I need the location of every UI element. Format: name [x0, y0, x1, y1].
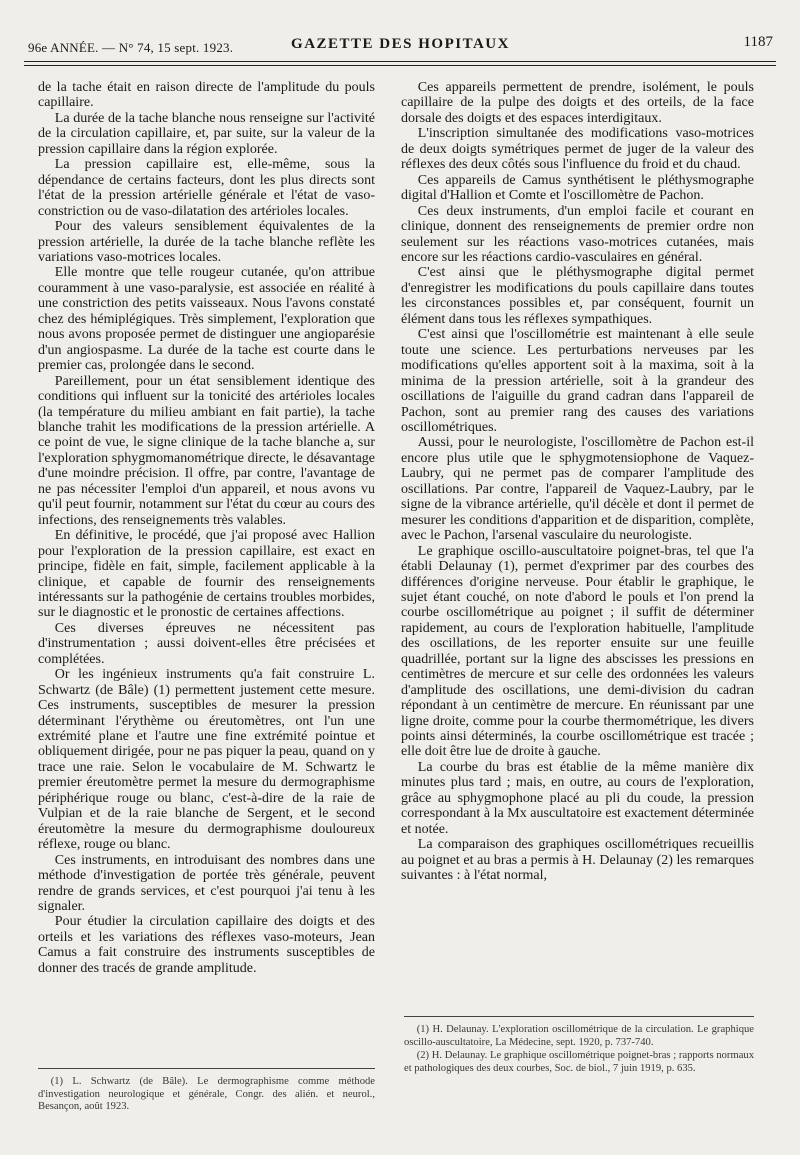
- paragraph: C'est ainsi que le pléthysmographe digital permet d'enregistrer les modifications du pouls capillaire dans toutes les circonstances possibles et, par conséquent, fournit un élément dans tous les réflexes sympathiques.: [401, 265, 754, 327]
- journal-title: GAZETTE DES HOPITAUX: [291, 36, 510, 52]
- paragraph: Ces diverses épreuves ne nécessitent pas d'instrumentation ; aussi doivent-elles être précisées et complétées.: [38, 620, 375, 667]
- paragraph: La pression capillaire est, elle-même, sous la dépendance de certains facteurs, dont les plus directs sont l'état de la pression artérielle générale et l'état de vaso-constriction ou de vaso-dilatation des artérioles locales.: [38, 157, 375, 219]
- paragraph: Elle montre que telle rougeur cutanée, qu'on attribue couramment à une vaso-paralysie, est associée en réalité à une constriction des petits vaisseaux. Nous l'avons constaté chez des hémiplégiques. Très simplement, l'exploration que nous avons proposée permet de distinguer une angioparésie d'un angiospasme. La durée de la tache est courte dans le premier cas, prolongée dans le second.: [38, 265, 375, 374]
- paragraph: Pour étudier la circulation capillaire des doigts et des orteils et les variations des réflexes vaso-moteurs, Jean Camus a fait construire des instruments susceptibles de donner des tracés de grande amplitude.: [38, 914, 375, 976]
- paragraph: Ces appareils de Camus synthétisent le pléthysmographe digital d'Hallion et Comte et l'oscillomètre de Pachon.: [401, 172, 754, 204]
- header-rule-thin: [24, 65, 776, 66]
- page-header: [28, 34, 773, 56]
- paragraph: La courbe du bras est établie de la même manière dix minutes plus tard ; mais, en outre, au cours de l'exploration, grâce au sphygmophone placé au pli du coude, la pression correspondant à la Mx auscultatoire est exactement déterminée et notée.: [401, 759, 754, 837]
- paragraph: L'inscription simultanée des modifications vaso-motrices de deux doigts symétriques permet de juger de la valeur des réflexes des deux côtés sous l'influence du froid et du chaud.: [401, 126, 754, 173]
- footnotes-left: [38, 1076, 375, 1115]
- footnote: (2) H. Delaunay. Le graphique oscillométrique poignet-bras ; rapports normaux et pathologiques des deux courbes, Soc. de biol., 7 juin 1919, p. 635.: [404, 1050, 754, 1074]
- footnotes-right: [404, 1024, 754, 1076]
- page-number: 1187: [743, 34, 773, 50]
- paragraph: La comparaison des graphiques oscillométriques recueillis au poignet et au bras a permis à H. Delaunay (2) les remarques suivantes : à l'état normal,: [401, 837, 754, 884]
- paragraph: Pareillement, pour un état sensiblement identique des conditions qui influent sur la tonicité des artérioles locales (la température du milieu ambiant en fait partie), la tache blanche trahit les modifications de la pression artérielle. A ce point de vue, le signe clinique de la tache blanche a, sur l'exploration sphygmomanométrique directe, le désavantage d'une moindre précision. Il offre, par contre, l'avantage de ne pas nécessiter l'emploi d'un appareil, et nous avons vu qu'il peut fournir, notamment sur l'état du cœur au cours des infections, des renseignements très valables.: [38, 373, 375, 528]
- paragraph: de la tache était en raison directe de l'amplitude du pouls capillaire.: [38, 80, 375, 111]
- paragraph: Ces deux instruments, d'un emploi facile et courant en clinique, donnent des renseignements de premier ordre non seulement sur les réactions vaso-motrices cutanées, mais encore sur les réactions cardio-vasculaires en général.: [401, 203, 754, 265]
- paragraph: C'est ainsi que l'oscillométrie est maintenant à elle seule toute une science. Les perturbations nerveuses par les modifications qu'elles apportent soit à la maxima, soit à la minima de la pression artérielle, soit à la grandeur des oscillations de l'aiguille du grand cadran dans l'appareil de Pachon, sont au premier rang des causes des variations oscillométriques.: [401, 327, 754, 435]
- paragraph: La durée de la tache blanche nous renseigne sur l'activité de la circulation capillaire, et, par suite, sur la valeur de la pression capillaire dans la région explorée.: [38, 110, 375, 157]
- right-column: [401, 80, 754, 1015]
- issue-line: 96e ANNÉE. — N° 74, 15 sept. 1923.: [28, 40, 234, 55]
- paragraph: Or les ingénieux instruments qu'a fait construire L. Schwartz (de Bâle) (1) permettent justement cette mesure. Ces instruments, susceptibles de mesurer la pression déterminant l'érythème ou éreutomètres, ont l'un une extrémité plane et l'autre une fine extrémité pointue et obliquement dirigée, pour ne pas piquer la peau, quand on y trace une raie. Selon le vocabulaire de M. Schwartz le premier éreutomètre permet la mesure du dermographisme périphérique rouge ou blanc, c'est-à-dire de la raie de Vulpian et de la raie blanche de Sergent, et le second éreutomètre la mesure du dermographisme douloureux réflexe, rouge ou blanc.: [38, 667, 375, 853]
- paragraph: En définitive, le procédé, que j'ai proposé avec Hallion pour l'exploration de la pression capillaire, est exact en principe, fidèle en fait, simple, facilement applicable à la clinique, et capable de fournir des renseignements intéressants sur la pathogénie de certains troubles morbides, sur le diagnostic et le pronostic de certaines affections.: [38, 528, 375, 621]
- footnote-rule-right: [404, 1016, 754, 1017]
- paragraph: Le graphique oscillo-auscultatoire poignet-bras, tel que l'a établi Delaunay (1), permet d'exprimer par des courbes des différences d'origine nerveuse. Pour établir le graphique, le sujet étant couché, on note d'abord le pouls et l'on prend la courbe oscillométrique au poignet ; il suffit de déterminer rapidement, au cours de l'exploration habituelle, l'amplitude des oscillations, de les reporter ensuite sur une feuille quadrillée, portant sur la ligne des abscisses les pressions en centimètres de mercure et sur celle des ordonnées les valeurs d'amplitude des oscillations, une demi-division du cadran répondant à un centimètre de mercure. En réunissant par une ligne droite, comme pour la courbe thermométrique, les divers points ainsi déterminés, la courbe oscillométrique est tracée ; elle doit être lue de droite à gauche.: [401, 543, 754, 760]
- footnote-rule-left: [38, 1068, 375, 1069]
- footnote: (1) L. Schwartz (de Bâle). Le dermographisme comme méthode d'investigation neurologique et générale, Congr. des alién. et neurol., Besançon, août 1923.: [38, 1076, 375, 1112]
- paragraph: Aussi, pour le neurologiste, l'oscillomètre de Pachon est-il encore plus utile que le sphygmotensiophone de Vaquez-Laubry, qui ne permet pas de comparer l'amplitude des oscillations. Par contre, l'appareil de Vaquez-Laubry, par le signe de la vibrance artérielle, qu'il décèle et dont il permet de mesurer les conditions d'apparition et de disparition, complète, avec le Pachon, l'arsenal vasculaire du neurologiste.: [401, 435, 754, 544]
- paragraph: Ces appareils permettent de prendre, isolément, le pouls capillaire de la pulpe des doigts et des orteils, de la face dorsale des doigts et des espaces interdigitaux.: [401, 80, 754, 126]
- left-column: [38, 80, 375, 1045]
- paragraph: Pour des valeurs sensiblement équivalentes de la pression artérielle, la durée de la tache blanche reflète les variations vaso-motrices locales.: [38, 219, 375, 265]
- header-rule-thick: [24, 61, 776, 62]
- paragraph: Ces instruments, en introduisant des nombres dans une méthode d'investigation de portée très générale, peuvent rendre de grands services, et c'est pourquoi j'ai tenu à les signaler.: [38, 852, 375, 915]
- footnote: (1) H. Delaunay. L'exploration oscillométrique de la circulation. Le graphique oscillo-auscultatoire, La Médecine, sept. 1920, p. 737-740.: [404, 1024, 754, 1048]
